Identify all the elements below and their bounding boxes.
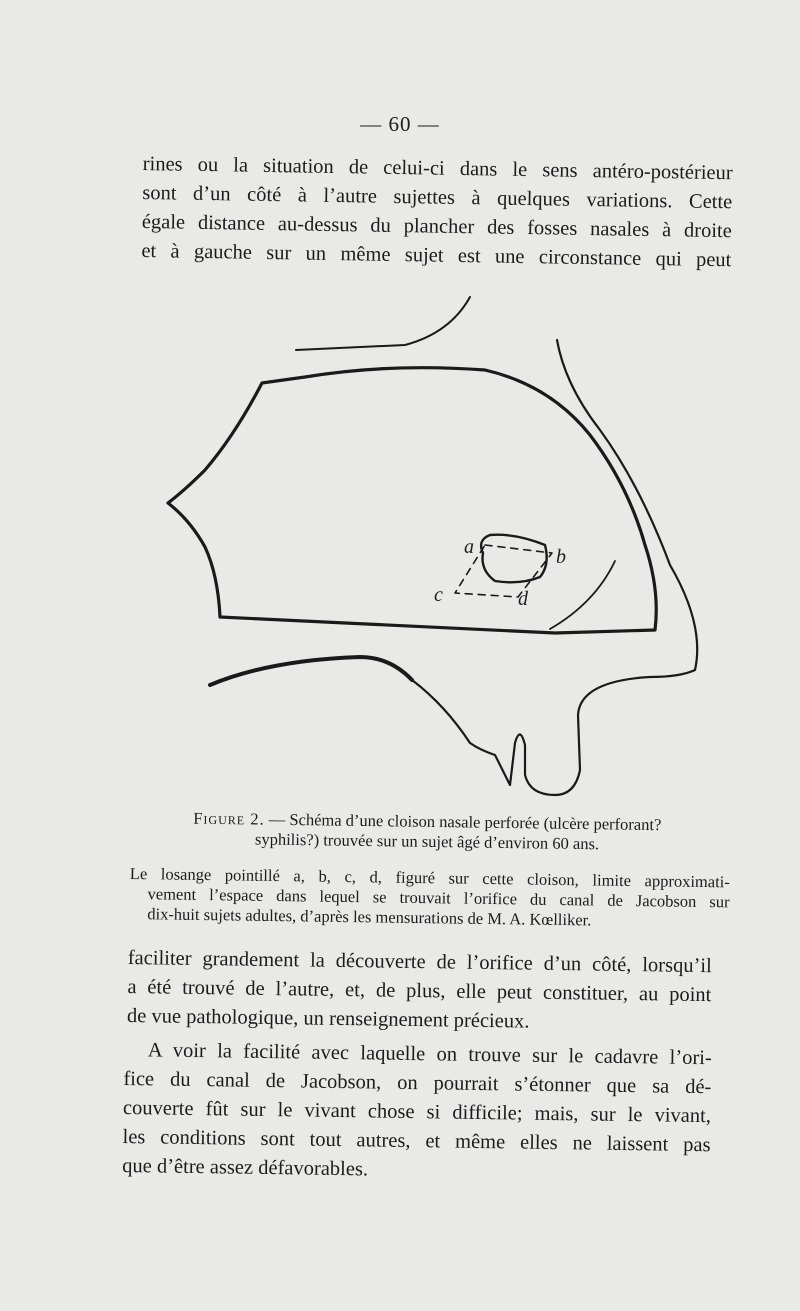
- caption-line-2: syphilis?) trouvée sur un sujet âgé d’environ 60 ans.: [254, 829, 600, 854]
- nasal-septum-figure: [150, 285, 710, 805]
- text-line: et à gauche sur un même sujet est une circonstance qui peut: [141, 239, 732, 272]
- text-line: de vue pathologique, un renseignement précieux.: [126, 1004, 530, 1033]
- outer-contour: [412, 340, 697, 795]
- figure-note: [129, 864, 730, 932]
- perforation-outline: [481, 535, 547, 583]
- label-c: c: [434, 584, 443, 606]
- lower-arch: [210, 657, 412, 685]
- nasal-septum-diagram: [150, 285, 710, 805]
- text-line: égale distance au-dessus du plancher des fosses nasales à droite: [141, 210, 732, 243]
- text-line: A voir la facilité avec laquelle on trouve sur le cadavre l’ori-: [147, 1039, 712, 1070]
- label-d: d: [518, 588, 528, 610]
- text-line: faciliter grandement la découverte de l’orifice d’un côté, lorsqu’il: [127, 946, 712, 978]
- text-line: fice du canal de Jacobson, on pourrait s’étonner que sa dé-: [123, 1067, 712, 1099]
- page-number: — 60 —: [360, 112, 440, 136]
- text-line: rines ou la situation de celui-ci dans le sens antéro-postérieur: [142, 152, 733, 185]
- figure-caption: [149, 808, 705, 856]
- note-line: vement l’espace dans lequel se trouvait l’orifice du canal de Jacobson sur: [147, 884, 730, 912]
- inner-slant-line: [550, 561, 615, 629]
- note-line: dix-huit sujets adultes, d’après les mensurations de M. A. Kœlliker.: [147, 904, 592, 930]
- text-line: les conditions sont tout autres, et même elles ne laissent pas: [122, 1125, 711, 1157]
- bottom-paragraph-1: [127, 944, 712, 1039]
- caption-line-1: Schéma d’une cloison nasale perforée (ulcère perforant?: [289, 809, 662, 835]
- bottom-paragraph-2: [122, 1036, 712, 1189]
- text-line: que d’être assez défavorables.: [122, 1154, 369, 1181]
- figure-label: Figure 2.: [193, 808, 265, 829]
- caption-dash: —: [264, 809, 290, 829]
- text-line: sont d’un côté à l’autre sujettes à quelques variations. Cette: [142, 181, 733, 214]
- upper-curve: [296, 297, 470, 350]
- label-b: b: [556, 546, 566, 568]
- text-line: couverte fût sur le vivant chose si difficile; mais, sur le vivant,: [122, 1096, 712, 1128]
- label-a: a: [464, 536, 474, 558]
- text-line: a été trouvé de l’autre, et, de plus, elle peut constituer, au point: [127, 975, 712, 1007]
- note-line: Le losange pointillé a, b, c, d, figuré sur cette cloison, limite approximati-: [129, 864, 730, 892]
- top-paragraph: [141, 150, 733, 275]
